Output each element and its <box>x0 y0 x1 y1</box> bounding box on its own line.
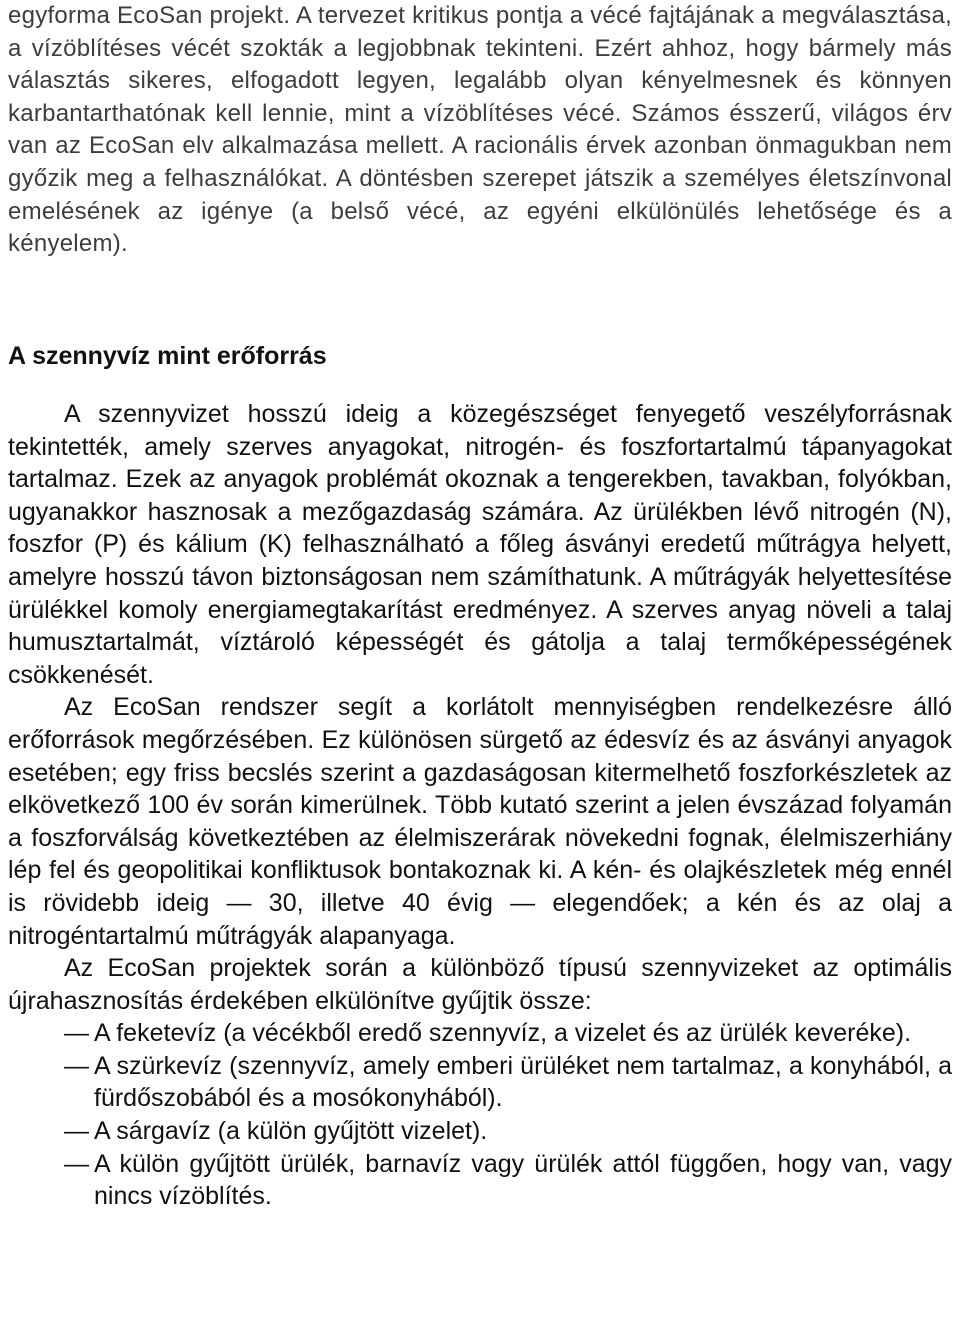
list-item <box>8 1115 952 1148</box>
list-dash: — <box>64 1149 89 1178</box>
wastewater-type-list <box>8 1017 952 1213</box>
list-item <box>8 1050 952 1115</box>
list-item-text: A külön gyűjtött ürülék, barnavíz vagy ürülék attól függően, hogy van, vagy nincs vízöblítés. <box>94 1149 952 1211</box>
list-item-text: A sárgavíz (a külön gyűjtött vizelet). <box>94 1117 488 1146</box>
list-dash: — <box>64 1051 89 1080</box>
list-item <box>8 1148 952 1213</box>
intro-paragraph: egyforma EcoSan projekt. A tervezet kritikus pontja a vécé fajtájának a megválasztása, a vízöblítéses vécét szokták a legjobbnak tekinteni. Ezért ahhoz, hogy bármely más választás sikeres, elfogadott legyen, legalább olyan kényelmesnek és könnyen karbantarthatónak kell lennie, mint a vízöblítéses vécé. Számos ésszerű, világos érv van az EcoSan elv alkalmazása mellett. A racionális érvek azonban önmagukban nem győzik meg a felhasználókat. A döntésben szerepet játszik a személyes életszínvonal emelésének az igénye (a belső vécé, az egyéni elkülönülés lehetősége és a kényelem). <box>8 2 952 258</box>
body-paragraph: Az EcoSan projektek során a különböző típusú szennyvizeket az optimális újrahasznosítás érdekében elkülönítve gyűjtik össze: <box>8 954 952 1015</box>
body-paragraph: A szennyvizet hosszú ideig a közegészséget fenyegető veszélyforrásnak tekintették, amely szerves anyagokat, nitrogén- és foszfortartalmú tápanyagokat tartalmaz. Ezek az anyagok problémát okoznak a tengerekben, tavakban, folyókban, ugyanakkor hasznosak a mezőgazdaság számára. Az ürülékben lévő nitrogén (N), foszfor (P) és kálium (K) felhasználható a főleg ásványi eredetű műtrágya helyett, amelyre hosszú távon biztonságosan nem számíthatunk. A műtrágyák helyettesítése ürülékkel komoly energiamegtakarítást eredményez. A szerves anyag növeli a talaj humusztartalmát, víztároló képességét és gátolja a talaj termőképességének csökkenését. <box>8 400 952 689</box>
list-dash: — <box>64 1117 89 1146</box>
section-body <box>8 398 952 1213</box>
list-item-text: A feketevíz (a vécékből eredő szennyvíz, a vizelet és az ürülék keveréke). <box>94 1019 912 1048</box>
list-dash: — <box>64 1019 89 1048</box>
body-paragraph: Az EcoSan rendszer segít a korlátolt mennyiségben rendelkezésre álló erőforrások megőrzésében. Ez különösen sürgető az édesvíz és az ásványi anyagok esetében; egy friss becslés szerint a gazdaságosan kitermelhető foszforkészletek az elkövetkező 100 év során kimerülnek. Több kutató szerint a jelen évszázad folyamán a foszforválság következtében az élelmiszerárak növekedni fognak, élelmiszerhiány lép fel és geopolitikai konfliktusok bontakoznak ki. A kén- és olajkészletek még ennél is rövidebb ideig — 30, illetve 40 évig — elegendőek; a kén és az olaj a nitrogéntartalmú műtrágyák alapanyaga. <box>8 693 952 950</box>
section-heading: A szennyvíz mint erőforrás <box>8 342 327 370</box>
list-item-text: A szürkevíz (szennyvíz, amely emberi ürüléket nem tartalmaz, a konyhából, a fürdőszobából és a mosókonyhából). <box>94 1051 952 1113</box>
list-item <box>8 1017 952 1050</box>
